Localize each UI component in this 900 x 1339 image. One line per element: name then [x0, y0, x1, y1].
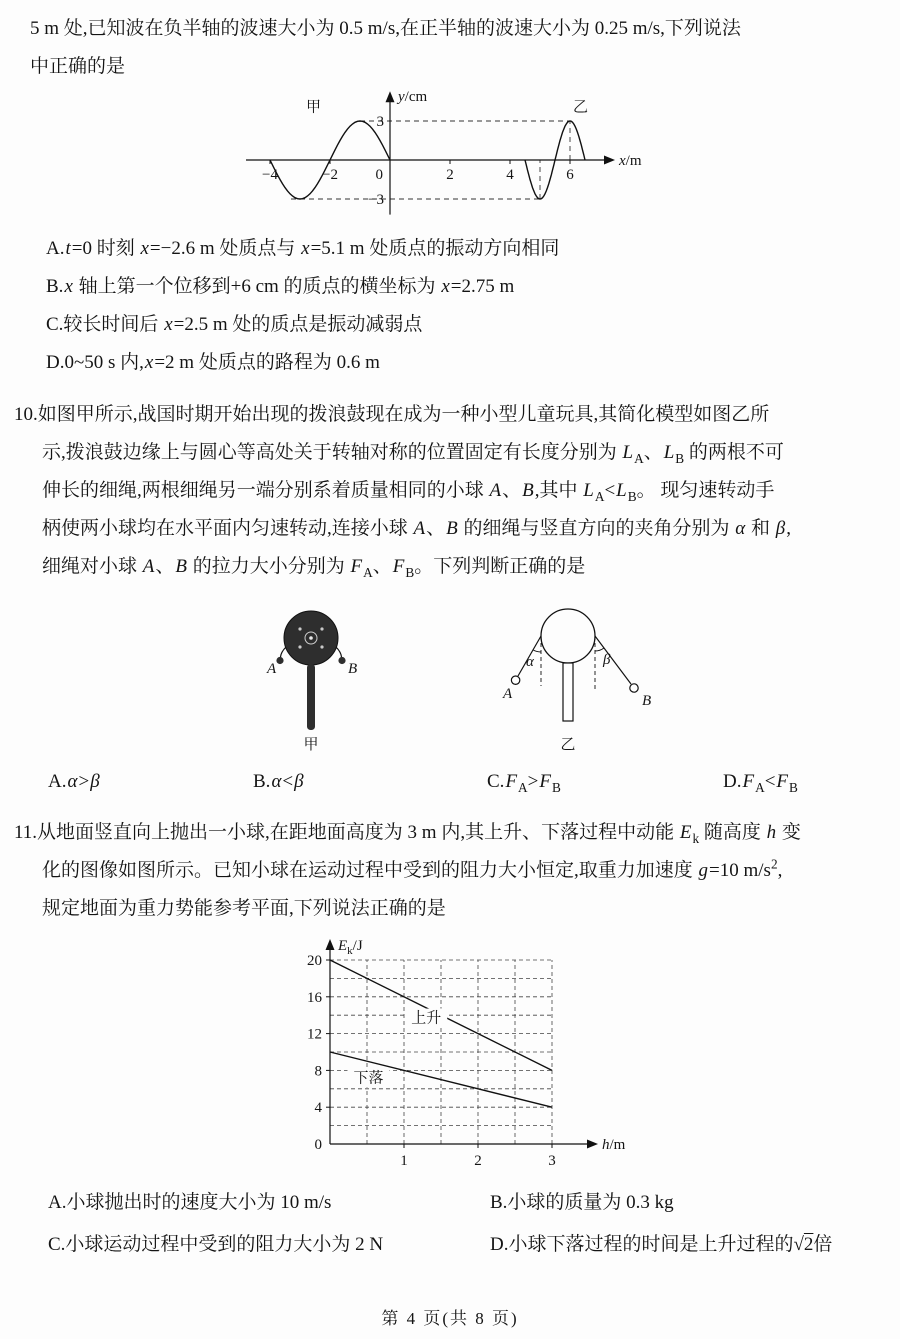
drum-bead-left	[276, 657, 283, 664]
option-11-d: D.小球下落过程的时间是上升过程的√2倍	[490, 1234, 833, 1255]
wave-diagram	[42, 90, 872, 228]
alpha-label: α	[526, 654, 534, 670]
x-tick-label: 1	[399, 1153, 408, 1169]
question-10-text-line: 伸长的细绳,两根细绳另一端分别系着质量相同的小球 A、B,其中 $L_A<L_B$。 现匀速转动手	[42, 480, 775, 504]
model-figure-svg	[463, 596, 675, 754]
x-tick-label: 0	[375, 167, 383, 183]
option-10-c: $C.F_A>F_B$	[487, 771, 561, 795]
drum-handle	[307, 664, 315, 730]
drum-dot	[320, 645, 323, 648]
axis-label: $E_k/J$	[337, 938, 363, 957]
axis-label: h/m	[601, 1137, 625, 1153]
model-ball-b-label: B	[642, 693, 652, 709]
angle-arc-beta	[595, 648, 604, 651]
x-tick-label: 6	[566, 167, 574, 183]
drum-string-left	[281, 647, 287, 657]
x-tick-label: −4	[262, 167, 278, 183]
x-tick-label: 3	[547, 1153, 556, 1169]
y-tick-label: 0	[314, 1137, 322, 1153]
question-11	[14, 814, 872, 1266]
drum-dot	[298, 645, 301, 648]
question-10-text-line: 细绳对小球 A、B 的拉力大小分别为 $F_A$、$F_B$。下列判断正确的是	[42, 556, 586, 580]
question-10-text-line: 10.如图甲所示,战国时期开始出现的拨浪鼓现在成为一种小型儿童玩具,其简化模型如图乙所	[14, 404, 770, 425]
question-10-text-line: 柄使两小球均在水平面内匀速转动,连接小球 A、B 的细绳与竖直方向的夹角分别为 α 和 β,	[42, 518, 791, 539]
drum-bead-right	[338, 657, 345, 664]
string-b	[595, 636, 631, 684]
drum-ball-b-label: B	[348, 661, 358, 677]
question-11-text-line: 规定地面为重力势能参考平面,下列说法正确的是	[42, 898, 446, 919]
ball-b	[630, 684, 638, 692]
x-tick-label: 4	[506, 167, 514, 183]
x-tick-label: 2	[446, 167, 454, 183]
option-11-a: A.小球抛出时的速度大小为 10 m/s	[48, 1192, 332, 1213]
y-tick-label: −3	[368, 192, 384, 208]
question-9-text-line: 5 m 处,已知波在负半轴的波速大小为 0.5 m/s,在正半轴的波速大小为 0.25 m/s,下列说法	[30, 18, 741, 39]
question-9-options	[42, 230, 872, 382]
option-9-b: B.x 轴上第一个位移到+6 cm 的质点的横坐标为 x=2.75 m	[46, 276, 515, 297]
drum-string-right	[336, 647, 342, 657]
drum-center-dot	[309, 636, 313, 640]
question-9	[30, 10, 872, 382]
option-10-d: $D.F_A<F_B$	[723, 771, 798, 795]
wave-label: 甲	[305, 99, 322, 116]
option-10-a: A.α>β	[48, 771, 100, 792]
question-11-text-line: 化的图像如图所示。已知小球在运动过程中受到的阻力大小恒定,取重力加速度 g=10 $m/s^2$,	[42, 856, 783, 881]
x-tick-label: 2	[473, 1153, 482, 1169]
drum-ball-a-label: A	[267, 661, 277, 677]
option-11-c: C.小球运动过程中受到的阻力大小为 2 N	[48, 1234, 384, 1255]
drum-dot	[320, 627, 323, 630]
beta-label: β	[603, 652, 611, 668]
model-handle	[563, 663, 573, 721]
energy-height-chart	[42, 932, 872, 1180]
question-10-figures	[42, 596, 872, 760]
x-axis-arrow	[604, 156, 615, 165]
question-9-text-line: 中正确的是	[30, 56, 126, 77]
option-9-c: C.较长时间后 x=2.5 m 处的质点是振动减弱点	[46, 314, 423, 335]
wave-label: 乙	[572, 99, 589, 116]
model-caption-yi: 乙	[560, 737, 576, 753]
figure-model-yi	[463, 596, 675, 760]
y-tick-label: 12	[306, 1026, 322, 1043]
y-tick-label: 8	[314, 1063, 322, 1080]
ball-a	[511, 676, 519, 684]
energy-chart-svg	[280, 932, 635, 1174]
question-10-options	[48, 762, 872, 802]
model-ball-a-label: A	[503, 686, 513, 702]
x-axis-arrow	[587, 1140, 598, 1149]
y-tick-label: 3	[376, 114, 384, 130]
page-footer	[0, 1304, 900, 1329]
option-11-b: B.小球的质量为 0.3 kg	[490, 1192, 674, 1213]
y-tick-label: 16	[306, 989, 322, 1006]
y-tick-label: 4	[314, 1100, 322, 1117]
question-11-options	[48, 1182, 872, 1266]
question-11-text-line: 11.从地面竖直向上抛出一小球,在距地面高度为 3 m 内,其上升、下落过程中动能 $E_k$ 随高度 h 变	[14, 822, 801, 846]
question-10	[14, 396, 872, 802]
axis-label: x/m	[619, 153, 642, 169]
axis-label: y/cm	[398, 90, 428, 106]
drum-figure-svg	[239, 596, 389, 754]
figure-rattle-drum-jia	[239, 596, 389, 760]
y-axis-arrow	[386, 91, 395, 102]
option-10-b: B.α<β	[253, 771, 304, 792]
x-tick-label: −2	[322, 167, 338, 183]
y-axis-arrow	[325, 939, 334, 950]
model-disc	[541, 609, 595, 663]
page-number-label: 第 4 页(共 8 页)	[381, 1309, 519, 1328]
y-tick-label: 20	[306, 953, 322, 969]
question-10-text-line: 示,拨浪鼓边缘上与圆心等高处关于转轴对称的位置固定有长度分别为 $L_A$、$L_B$ 的两根不可	[42, 442, 784, 466]
option-9-a: A.t=0 时刻 x=−2.6 m 处质点与 x=5.1 m 处质点的振动方向相同	[46, 238, 560, 259]
drum-dot	[298, 627, 301, 630]
wave-chart-svg	[222, 90, 692, 222]
angle-arc-alpha	[533, 650, 541, 652]
series-label: 下落	[352, 1070, 383, 1087]
series-label: 上升	[410, 1010, 441, 1027]
drum-caption-jia: 甲	[303, 737, 319, 753]
option-9-d: D.0~50 s 内,x=2 m 处质点的路程为 0.6 m	[46, 352, 380, 373]
